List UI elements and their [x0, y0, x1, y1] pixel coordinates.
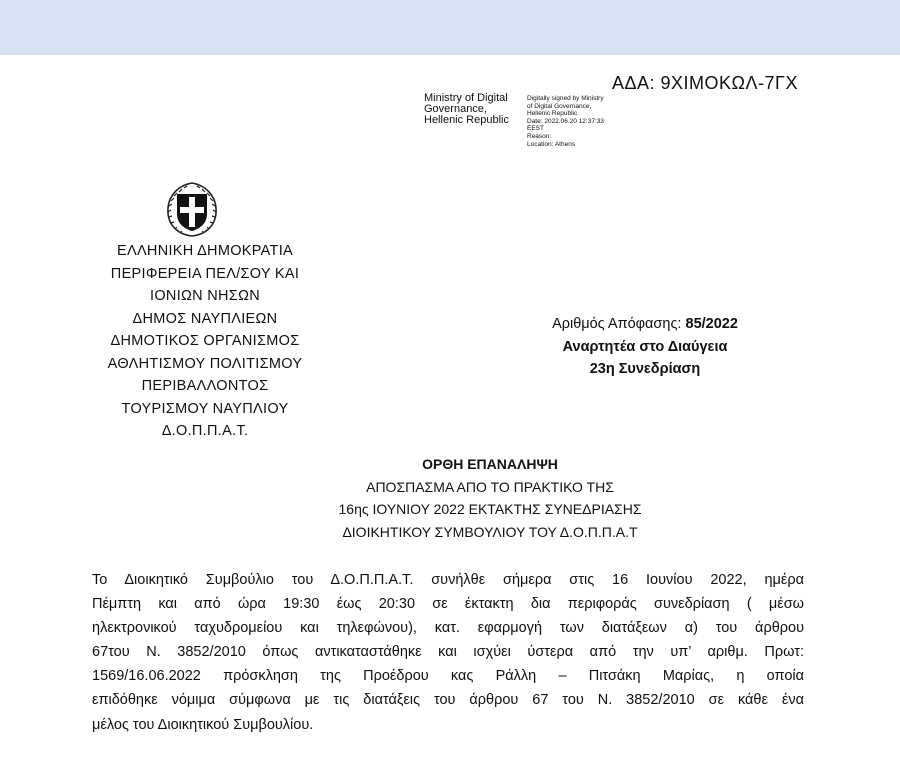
body-line: μέλος του Διοικητικού Συμβουλίου.	[92, 716, 314, 733]
viewer-toolbar	[0, 0, 900, 55]
authority-line: ΤΟΥΡΙΣΜΟΥ ΝΑΥΠΛΙΟΥ	[121, 400, 289, 417]
decision-number-label: Αριθμός Απόφασης:	[552, 316, 686, 332]
body-line: επιδόθηκε νόμιμα σύμφωνα με τις διατάξεις του άρθρου 67 του Ν. 3852/2010 σε κάθε ένα	[92, 692, 804, 709]
document-heading	[230, 453, 750, 543]
signature-detail-line: of Digital Governance,	[527, 102, 592, 110]
signature-details	[527, 95, 637, 148]
signature-signer-line: Ministry of Digital	[424, 92, 508, 104]
signature-signer-line: Governance,	[424, 103, 487, 115]
signature-detail-line: Reason:	[527, 132, 552, 140]
decision-number-line	[510, 313, 780, 336]
signature-detail-line: EEST	[527, 125, 544, 133]
authority-line: ΙΟΝΙΩΝ ΝΗΣΩΝ	[150, 288, 260, 304]
authority-line: ΔΗΜΟΤΙΚΟΣ ΟΡΓΑΝΙΣΜΟΣ	[110, 333, 300, 349]
signature-detail-line: Hellenic Republic	[527, 110, 578, 118]
authority-line: ΕΛΛΗΝΙΚΗ ΔΗΜΟΚΡΑΤΙΑ	[116, 243, 294, 259]
ada-code: ΑΔΑ: 9ΧΙΜΟΚΩΛ-7ΓΧ	[612, 73, 798, 93]
heading-line: 16ης ΙΟΥΝΙΟΥ 2022 ΕΚΤΑΚΤΗΣ ΣΥΝΕΔΡΙΑΣΗΣ	[338, 501, 642, 517]
signature-detail-line: Location: Athens	[527, 140, 576, 148]
authority-line: ΔΗΜΟΣ ΝΑΥΠΛΙΕΩΝ	[132, 310, 278, 327]
signature-detail-line: Date: 2022.06.20 12:37:33	[527, 117, 604, 125]
issuing-authority	[75, 240, 335, 443]
signature-signer	[424, 93, 524, 126]
body-line: 67του Ν. 3852/2010 όπως αντικαταστάθηκε και ισχύει ύστερα από την υπ’ αριθμ. Πρωτ:	[92, 644, 804, 661]
decision-number: 85/2022	[685, 316, 738, 332]
heading-line: ΔΙΟΙΚΗΤΙΚΟΥ ΣΥΜΒΟΥΛΙΟΥ ΤΟΥ Δ.Ο.Π.Π.Α.Τ	[342, 523, 638, 540]
heading-line: ΑΠΟΣΠΑΣΜΑ ΑΠΟ ΤΟ ΠΡΑΚΤΙΚΟ ΤΗΣ	[366, 478, 614, 495]
body-line: ηλεκτρονικού ταχυδρομείου και τηλεφώνου), κατ. εφαρμογή των διατάξεων α) του άρθρου	[92, 620, 804, 637]
heading-title: ΟΡΘΗ ΕΠΑΝΑΛΗΨΗ	[422, 456, 558, 472]
authority-line: ΑΘΛΗΤΙΣΜΟΥ ΠΟΛΙΤΙΣΜΟΥ	[107, 355, 303, 372]
authority-line: ΠΕΡΙΦΕΡΕΙΑ ΠΕΛ/ΣΟΥ ΚΑΙ	[110, 265, 300, 282]
authority-line: Δ.Ο.Π.Π.Α.Τ.	[161, 423, 249, 439]
body-line: Το Διοικητικό Συμβούλιο του Δ.Ο.Π.Π.Α.Τ. συνήλθε σήμερα στις 16 Ιουνίου 2022, ημέρα	[92, 572, 804, 588]
signature-signer-line: Hellenic Republic	[424, 114, 509, 126]
decision-info	[510, 313, 780, 381]
signature-detail-line: Digitally signed by Ministry	[527, 95, 604, 102]
body-line: 1569/16.06.2022 πρόσκληση της Προέδρου κας Ράλλη – Πιτσάκη Μαρίας, η οποία	[92, 668, 804, 685]
authority-line: ΠΕΡΙΒΑΛΛΟΝΤΟΣ	[141, 378, 269, 394]
decision-posted: Αναρτητέα στο Διαύγεια	[562, 338, 728, 355]
body-line: Πέμπτη και από ώρα 19:30 έως 20:30 σε έκτακτη δια περιφοράς συνεδρίαση ( μέσω	[92, 596, 804, 613]
decision-session: 23η Συνεδρίαση	[589, 361, 701, 377]
body-paragraph	[92, 568, 804, 737]
greek-coat-of-arms-icon	[163, 180, 221, 238]
